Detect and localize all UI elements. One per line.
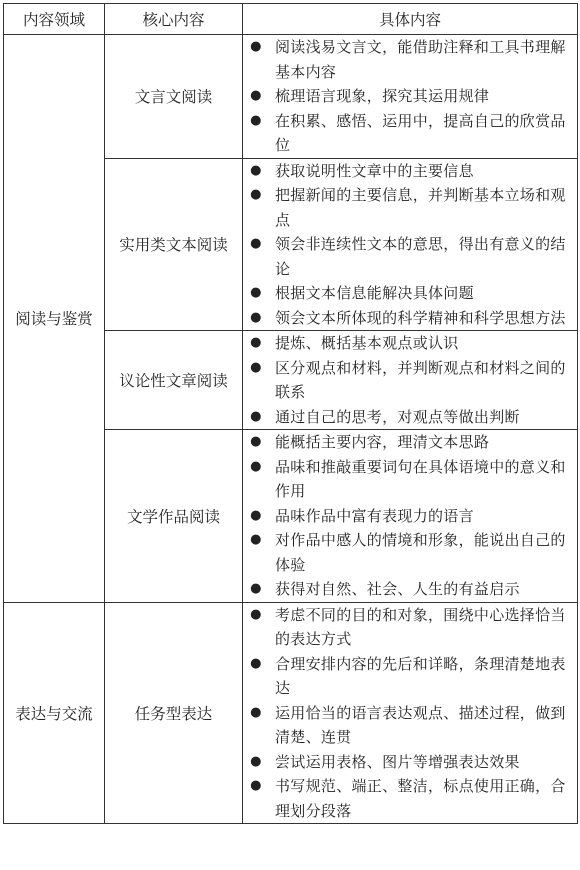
point-text: 品味和推敲重要词句在具体语境中的意义和作用 (275, 457, 566, 500)
point-text: 领会非连续性文本的意思，得出有意义的结论 (275, 235, 566, 278)
point-list (243, 331, 577, 429)
list-item (243, 35, 577, 84)
list-item (243, 306, 577, 331)
bullet-icon: ● (250, 581, 262, 596)
bullet-icon: ● (250, 236, 262, 251)
point-list (243, 159, 577, 331)
list-item (243, 331, 577, 356)
bullet-icon: ● (250, 655, 262, 671)
table-row (4, 35, 578, 159)
bullet-icon: ● (250, 187, 262, 202)
table-body (4, 35, 578, 824)
point-text: 尝试运用表格、图片等增强表达效果 (275, 752, 520, 771)
point-list (243, 430, 577, 602)
point-text: 阅读浅易文言文，能借助注释和工具书理解基本内容 (275, 38, 566, 81)
bullet-icon: ● (250, 704, 262, 720)
bullet-icon: ● (250, 507, 262, 523)
point-list (243, 603, 577, 824)
core-cell: 议论性文章阅读 (105, 331, 243, 430)
list-item (243, 577, 577, 602)
list-item (243, 603, 577, 652)
list-item (243, 455, 577, 504)
point-list (243, 35, 577, 158)
point-text: 能概括主要内容，理清文本思路 (275, 433, 490, 451)
point-text: 合理安排内容的先后和详略，条理清楚地表达 (275, 654, 566, 697)
list-item (243, 281, 577, 306)
detail-cell (243, 158, 578, 331)
point-text: 根据文本信息能解决具体问题 (275, 284, 474, 302)
point-text: 梳理语言现象，探究其运用规律 (275, 87, 490, 105)
point-text: 运用恰当的语言表达观点、描述过程，做到清楚、连贯 (275, 703, 566, 746)
list-item (243, 750, 577, 775)
detail-cell (243, 430, 578, 603)
point-text: 区分观点和材料，并判断观点和材料之间的联系 (275, 358, 566, 401)
bullet-icon: ● (250, 112, 262, 128)
header-core: 核心内容 (105, 4, 243, 35)
bullet-icon: ● (250, 532, 262, 547)
list-item (243, 652, 577, 701)
point-text: 把握新闻的主要信息，并判断基本立场和观点 (275, 186, 566, 229)
detail-cell (243, 331, 578, 430)
curriculum-table (3, 3, 578, 824)
header-row (4, 4, 578, 35)
list-item (243, 84, 577, 109)
bullet-icon: ● (250, 309, 262, 325)
point-text: 在积累、感悟、运用中，提高自己的欣赏品位 (275, 111, 566, 154)
detail-cell (243, 602, 578, 824)
bullet-icon: ● (250, 434, 262, 449)
list-item (243, 430, 577, 455)
point-text: 考虑不同的目的和对象，围绕中心选择恰当的表达方式 (275, 605, 566, 648)
table-row (4, 602, 578, 824)
bullet-icon: ● (250, 162, 262, 178)
point-text: 书写规范、端正、整洁，标点使用正确，合理划分段落 (275, 777, 566, 820)
core-cell: 实用类文本阅读 (105, 158, 243, 331)
bullet-icon: ● (250, 39, 262, 54)
list-item (243, 183, 577, 232)
list-item (243, 405, 577, 430)
bullet-icon: ● (250, 408, 262, 424)
bullet-icon: ● (250, 778, 262, 793)
bullet-icon: ● (250, 335, 262, 350)
list-item (243, 774, 577, 823)
bullet-icon: ● (250, 285, 262, 300)
list-item (243, 701, 577, 750)
bullet-icon: ● (250, 753, 262, 769)
point-text: 获得对自然、社会、人生的有益启示 (275, 580, 520, 598)
list-item (243, 356, 577, 405)
domain-cell: 阅读与鉴赏 (4, 35, 105, 603)
core-cell: 文学作品阅读 (105, 430, 243, 603)
bullet-icon: ● (250, 606, 262, 622)
detail-cell (243, 35, 578, 159)
list-item (243, 159, 577, 184)
point-text: 获取说明性文章中的主要信息 (275, 161, 474, 180)
point-text: 对作品中感人的情境和形象，能说出自己的体验 (275, 531, 566, 574)
point-text: 提炼、概括基本观点或认识 (275, 334, 459, 352)
header-domain: 内容领域 (4, 4, 105, 35)
list-item (243, 528, 577, 577)
bullet-icon: ● (250, 458, 262, 474)
point-text: 通过自己的思考，对观点等做出判断 (275, 407, 520, 426)
list-item (243, 232, 577, 281)
list-item (243, 109, 577, 158)
header-detail: 具体内容 (243, 4, 578, 35)
bullet-icon: ● (250, 359, 262, 375)
point-text: 领会文本所体现的科学精神和科学思想方法 (275, 308, 566, 327)
list-item (243, 504, 577, 529)
point-text: 品味作品中富有表现力的语言 (275, 506, 474, 525)
bullet-icon: ● (250, 88, 262, 103)
core-cell: 文言文阅读 (105, 35, 243, 159)
domain-cell: 表达与交流 (4, 602, 105, 824)
core-cell: 任务型表达 (105, 602, 243, 824)
